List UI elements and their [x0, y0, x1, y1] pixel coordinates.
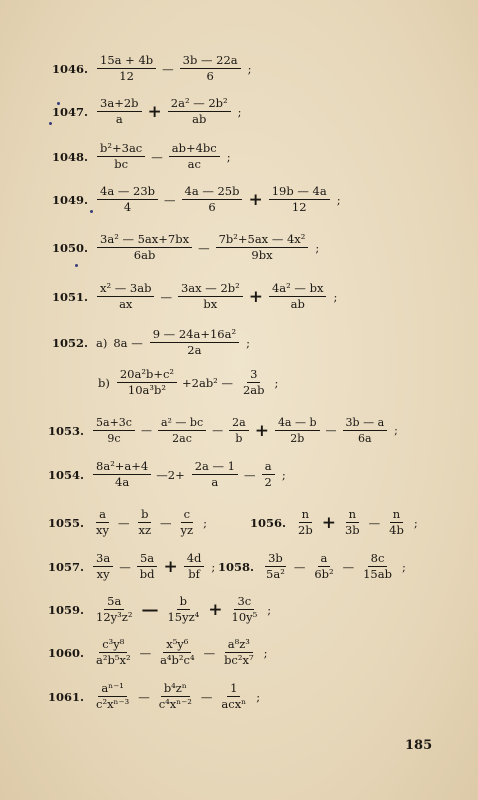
numerator: n — [299, 508, 312, 523]
fraction-2 — [157, 638, 198, 667]
operator: — — [160, 289, 172, 304]
fraction-2 — [180, 54, 241, 83]
exercise-number: 1046. — [52, 61, 89, 76]
exercise-number: 1060. — [48, 645, 85, 660]
denominator: 2ac — [172, 432, 192, 445]
denominator: 12y³z² — [96, 610, 133, 624]
fraction-2 — [137, 552, 158, 581]
semicolon: ; — [256, 689, 261, 704]
fraction-2 — [240, 368, 268, 397]
numerator: 8a²+a+4 — [93, 460, 151, 475]
exercise-1057 — [48, 552, 215, 581]
fraction-3 — [221, 638, 257, 667]
operator: — — [164, 192, 176, 207]
fraction-1 — [93, 638, 134, 667]
numerator: 5a — [104, 595, 124, 610]
numerator: 2a — 1 — [192, 460, 238, 475]
part-label: b) — [98, 375, 110, 390]
fraction-2 — [158, 416, 206, 445]
numerator: a — [262, 460, 275, 475]
numerator: n — [346, 508, 359, 523]
numerator: 4a² — bx — [269, 282, 326, 297]
fraction-1 — [93, 460, 151, 489]
operator: — — [198, 240, 210, 255]
fraction-2 — [342, 508, 363, 537]
operator: — — [244, 467, 256, 482]
semicolon: ; — [247, 61, 252, 76]
exercise-1047 — [52, 97, 242, 126]
denominator: bc — [114, 157, 129, 171]
numerator: 3 — [247, 368, 260, 383]
semicolon: ; — [315, 240, 320, 255]
semicolon: ; — [394, 424, 398, 437]
operator: — — [140, 424, 152, 437]
denominator: 6 — [206, 69, 214, 83]
numerator: x⁵y⁶ — [163, 638, 191, 653]
fraction-1 — [93, 682, 132, 711]
numerator: b — [138, 508, 151, 523]
exercise-number: 1057. — [48, 559, 85, 574]
page-number: 185 — [405, 738, 433, 753]
operator: — — [325, 424, 337, 437]
operator: — — [162, 61, 174, 76]
denominator: bc²x⁷ — [224, 653, 254, 667]
term: 8a — — [113, 335, 143, 350]
denominator: 4b — [389, 523, 404, 537]
exercise-1046 — [52, 54, 252, 83]
exercise-1053 — [48, 416, 398, 445]
operator: — — [342, 559, 355, 574]
exercise-1060 — [48, 638, 267, 667]
fraction-2 — [192, 460, 238, 489]
fraction-3 — [178, 508, 197, 537]
exercise-1055 — [48, 508, 207, 537]
exercise-1052b — [96, 368, 278, 397]
exercise-1048 — [52, 142, 231, 171]
numerator: ab+4bc — [169, 142, 220, 157]
numerator: b — [177, 595, 190, 610]
fraction-1 — [93, 416, 135, 445]
part-label: a) — [96, 335, 108, 350]
numerator: a — [96, 508, 109, 523]
numerator: n — [390, 508, 403, 523]
numerator: 3b — a — [343, 416, 388, 431]
denominator: 2b — [290, 432, 305, 445]
denominator: xz — [138, 523, 152, 537]
numerator: 7b²+5ax — 4x² — [216, 233, 309, 248]
numerator: x² — 3ab — [97, 282, 154, 297]
semicolon: ; — [274, 375, 279, 390]
denominator: 12 — [119, 69, 134, 83]
fraction-2 — [169, 142, 220, 171]
exercise-1051 — [52, 282, 337, 311]
term: —2+ — [156, 467, 185, 482]
fraction-1 — [97, 97, 142, 126]
fraction-1 — [97, 233, 192, 262]
denominator: 9c — [107, 432, 121, 445]
denominator: ax — [119, 297, 133, 311]
exercise-1050 — [52, 233, 319, 262]
fraction-1 — [117, 368, 177, 397]
operator: + — [321, 512, 336, 533]
operator: + — [163, 556, 178, 577]
numerator: b²+3ac — [97, 142, 145, 157]
denominator: a²b⁵x² — [96, 653, 131, 667]
numerator: a⁸z³ — [225, 638, 253, 653]
numerator: 5a — [137, 552, 157, 567]
denominator: 12 — [291, 200, 307, 214]
denominator: 4 — [123, 200, 132, 214]
fraction-3 — [184, 552, 205, 581]
fraction-3 — [218, 682, 249, 711]
semicolon: ; — [246, 335, 250, 350]
numerator: aⁿ⁻¹ — [98, 682, 127, 697]
semicolon: ; — [336, 192, 341, 207]
fraction-4 — [275, 416, 320, 445]
exercise-number: 1054. — [48, 467, 85, 482]
numerator: 9 — 24a+16a² — [150, 328, 239, 343]
numerator: 15a + 4b — [97, 54, 156, 69]
operator: — — [118, 515, 130, 530]
fraction-3 — [229, 595, 261, 624]
fraction-2 — [216, 233, 309, 262]
denominator: 5a² — [266, 567, 285, 581]
numerator: 3c — [234, 595, 254, 610]
denominator: bf — [188, 567, 200, 581]
denominator: xy — [96, 523, 109, 537]
exercise-1061 — [48, 682, 260, 711]
numerator: 5a+3c — [93, 416, 135, 431]
semicolon: ; — [413, 515, 418, 530]
numerator: 4a — 25b — [182, 185, 243, 200]
numerator: 8c — [368, 552, 388, 567]
denominator: 2b — [298, 523, 313, 537]
operator: — — [212, 424, 224, 437]
fraction-2 — [168, 97, 231, 126]
fraction-2 — [164, 595, 202, 624]
fraction-1 — [263, 552, 288, 581]
numerator: c³y⁸ — [99, 638, 127, 653]
denominator: a — [211, 475, 219, 489]
fraction-1 — [93, 552, 113, 581]
numerator: 20a²b+c² — [117, 368, 177, 383]
operator: — — [138, 689, 150, 704]
exercise-1059 — [48, 595, 271, 624]
denominator: 10y⁵ — [231, 610, 258, 624]
fraction-3 — [269, 185, 330, 214]
operator: + — [208, 599, 223, 620]
numerator: 3a+2b — [97, 97, 142, 112]
denominator: acxⁿ — [221, 697, 247, 711]
denominator: c⁴xⁿ⁻² — [158, 697, 192, 711]
numerator: 3b — [265, 552, 286, 567]
operator: — — [293, 559, 306, 574]
fraction-1 — [150, 328, 239, 357]
denominator: ab — [290, 297, 305, 311]
exercise-number: 1048. — [52, 149, 89, 164]
operator: + — [248, 286, 263, 307]
numerator: 4a — 23b — [97, 185, 158, 200]
denominator: 6 — [208, 200, 216, 214]
fraction-3 — [229, 416, 249, 445]
fraction-1 — [97, 282, 154, 311]
numerator: a — [318, 552, 331, 567]
numerator: 3ax — 2b² — [178, 282, 243, 297]
semicolon: ; — [226, 149, 231, 164]
fraction-3 — [269, 282, 326, 311]
fraction-1 — [97, 54, 156, 83]
denominator: c²xⁿ⁻³ — [96, 697, 130, 711]
exercise-1049 — [52, 185, 341, 214]
numerator: 3b — 22a — [180, 54, 241, 69]
fraction-1 — [97, 142, 145, 171]
exercise-number: 1052. — [52, 335, 89, 350]
semicolon: ; — [333, 289, 338, 304]
fraction-1 — [93, 508, 112, 537]
exercise-number: 1050. — [52, 240, 89, 255]
fraction-2 — [136, 508, 155, 537]
denominator: 3b — [344, 523, 360, 537]
semicolon: ; — [211, 559, 216, 574]
operator: — — [151, 149, 163, 164]
denominator: 6a — [358, 432, 372, 445]
exercise-number: 1059. — [48, 602, 85, 617]
semicolon: ; — [281, 467, 286, 482]
exercise-1052a — [52, 328, 250, 357]
term: +2ab² — — [182, 375, 233, 390]
exercise-number: 1053. — [48, 423, 85, 438]
denominator: 6ab — [133, 248, 156, 262]
fraction-2 — [311, 552, 336, 581]
numerator: a² — bc — [158, 416, 206, 431]
exercise-1054 — [48, 460, 286, 489]
operator: — — [160, 515, 172, 530]
denominator: bd — [139, 567, 155, 581]
numerator: 19b — 4a — [269, 185, 330, 200]
numerator: 2a² — 2b² — [168, 97, 231, 112]
denominator: 4a — [115, 475, 130, 489]
operator: + — [147, 101, 162, 122]
denominator: a⁴b²c⁴ — [160, 653, 195, 667]
numerator: 1 — [227, 682, 240, 697]
semicolon: ; — [401, 559, 406, 574]
denominator: yz — [180, 523, 194, 537]
semicolon: ; — [267, 602, 272, 617]
semicolon: ; — [237, 104, 242, 119]
operator: — — [139, 645, 152, 660]
numerator: c — [181, 508, 193, 523]
denominator: b — [235, 432, 243, 445]
denominator: 15yz⁴ — [167, 610, 200, 624]
numerator: 2a — [229, 416, 249, 431]
operator: — — [203, 645, 216, 660]
denominator: a — [115, 112, 123, 126]
ink-mark — [75, 264, 78, 267]
denominator: xy — [96, 567, 110, 581]
exercise-1056 — [250, 508, 418, 537]
denominator: 6b² — [314, 567, 334, 581]
numerator: 4a — b — [275, 416, 320, 431]
exercise-1058 — [218, 552, 406, 581]
semicolon: ; — [203, 515, 207, 530]
exercise-number: 1049. — [52, 192, 89, 207]
numerator: b⁴zⁿ — [161, 682, 190, 697]
exercise-number: 1056. — [250, 515, 287, 530]
denominator: 2ab — [242, 383, 265, 397]
denominator: 2a — [187, 343, 202, 357]
numerator: 3a² — 5ax+7bx — [97, 233, 192, 248]
operator: — — [200, 689, 213, 704]
operator: + — [254, 420, 269, 441]
exercise-number: 1061. — [48, 689, 85, 704]
fraction-5 — [343, 416, 388, 445]
fraction-1 — [97, 185, 158, 214]
fraction-1 — [93, 595, 135, 624]
fraction-2 — [156, 682, 195, 711]
operator: — — [368, 515, 381, 530]
operator: — — [119, 559, 131, 574]
fraction-1 — [295, 508, 316, 537]
denominator: 2 — [264, 475, 272, 489]
fraction-3 — [262, 460, 275, 489]
fraction-3 — [360, 552, 395, 581]
fraction-2 — [182, 185, 243, 214]
denominator: ac — [187, 157, 201, 171]
exercise-number: 1058. — [218, 559, 255, 574]
numerator: 3a — [93, 552, 113, 567]
denominator: 10a³b² — [127, 383, 166, 397]
denominator: bx — [203, 297, 218, 311]
exercise-number: 1055. — [48, 515, 85, 530]
operator: — — [141, 599, 159, 620]
semicolon: ; — [263, 645, 268, 660]
fraction-2 — [178, 282, 243, 311]
operator: + — [248, 189, 263, 210]
exercise-number: 1047. — [52, 104, 89, 119]
exercise-number: 1051. — [52, 289, 89, 304]
numerator: 4d — [184, 552, 205, 567]
fraction-3 — [386, 508, 407, 537]
denominator: ab — [192, 112, 207, 126]
denominator: 9bx — [251, 248, 273, 262]
denominator: 15ab — [363, 567, 392, 581]
